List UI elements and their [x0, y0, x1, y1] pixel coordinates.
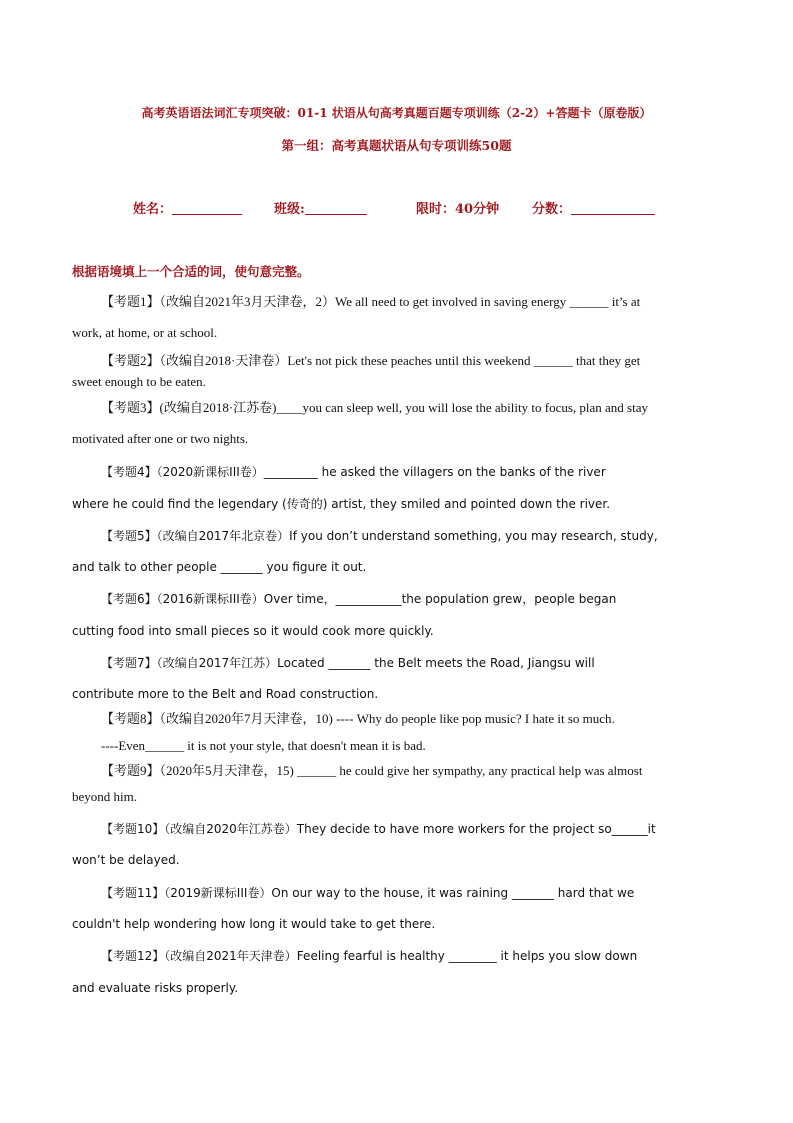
question-item	[72, 528, 724, 575]
class-label: 班级:	[274, 202, 305, 217]
question-item	[72, 591, 724, 639]
score-blank[interactable]	[571, 202, 655, 215]
instruction-text: 根据语境填上一个合适的词，使句意完整。	[72, 264, 310, 279]
question-line: 【考题4】（2020新课标III卷）_________ he asked the villagers on the banks of the river	[101, 465, 606, 479]
score-label: 分数：	[532, 202, 572, 217]
question-item	[72, 711, 724, 754]
question-line: and evaluate risks properly.	[72, 981, 239, 995]
question-line: cutting food into small pieces so it would cook more quickly.	[72, 624, 434, 638]
question-line: 【考题1】（改编自2021年3月天津卷，2）We all need to get involved in saving energy ______ it’s at	[101, 294, 641, 309]
question-item	[72, 821, 724, 868]
question-item	[72, 294, 724, 341]
question-line: 【考题9】（2020年5月天津卷，15) ______ he could give her sympathy, any practical help was almost	[101, 763, 643, 778]
score-field[interactable]	[532, 198, 655, 217]
question-item	[72, 353, 724, 390]
question-item	[72, 400, 724, 447]
time-limit-label: 限时：40分钟	[416, 202, 500, 217]
question-line: 【考题6】（2016新课标III卷）Over time，___________the population grew，people began	[101, 592, 617, 606]
name-blank[interactable]	[172, 202, 242, 215]
document-title: 高考英语语法词汇专项突破：01-1 状语从句高考真题百题专项训练（2-2）+答题卡（原卷版）	[141, 106, 652, 120]
question-line: 【考题7】（改编自2017年江苏）Located _______ the Belt meets the Road, Jiangsu will	[101, 656, 595, 670]
question-item	[72, 885, 724, 932]
question-line: 【考题8】（改编自2020年7月天津卷，10) ---- Why do people like pop music? I hate it so much.	[101, 711, 615, 726]
question-item	[72, 763, 724, 805]
question-line: contribute more to the Belt and Road construction.	[72, 687, 379, 701]
class-blank[interactable]	[305, 202, 367, 215]
question-item	[72, 948, 724, 996]
question-line: 【考题11】（2019新课标III卷）On our way to the house, it was raining _______ hard that we	[101, 886, 635, 900]
question-line: 【考题12】（改编自2021年天津卷）Feeling fearful is healthy ________ it helps you slow down	[101, 949, 638, 963]
question-line: and talk to other people _______ you figure it out.	[72, 560, 367, 574]
class-field[interactable]	[274, 198, 367, 217]
question-line: work, at home, or at school.	[72, 325, 218, 340]
document-subtitle: 第一组：高考真题状语从句专项训练50题	[281, 138, 512, 153]
question-line: beyond him.	[72, 789, 137, 804]
question-line: 【考题10】（改编自2020年江苏卷）They decide to have more workers for the project so______it	[101, 822, 656, 836]
question-line: 【考题2】（改编自2018·天津卷）Let's not pick these peaches until this weekend ______ that they get	[101, 353, 641, 368]
question-line: 【考题3】(改编自2018·江苏卷)____you can sleep well, you will lose the ability to focus, plan and stay	[101, 400, 648, 415]
question-line: couldn't help wondering how long it would take to get there.	[72, 917, 436, 931]
question-line: won’t be delayed.	[72, 853, 180, 867]
time-limit	[416, 198, 499, 217]
name-field[interactable]	[133, 198, 242, 217]
question-item	[72, 464, 724, 512]
question-line: sweet enough to be eaten.	[72, 374, 206, 389]
name-label: 姓名：	[133, 202, 173, 217]
question-item	[72, 655, 724, 702]
question-line: 【考题5】（改编自2017年北京卷）If you don’t understand something, you may research, study,	[101, 529, 658, 543]
question-line: motivated after one or two nights.	[72, 431, 249, 446]
question-line: where he could find the legendary (传奇的) artist, they smiled and pointed down the river.	[72, 497, 611, 511]
question-line: ----Even______ it is not your style, that doesn't mean it is bad.	[101, 738, 426, 753]
